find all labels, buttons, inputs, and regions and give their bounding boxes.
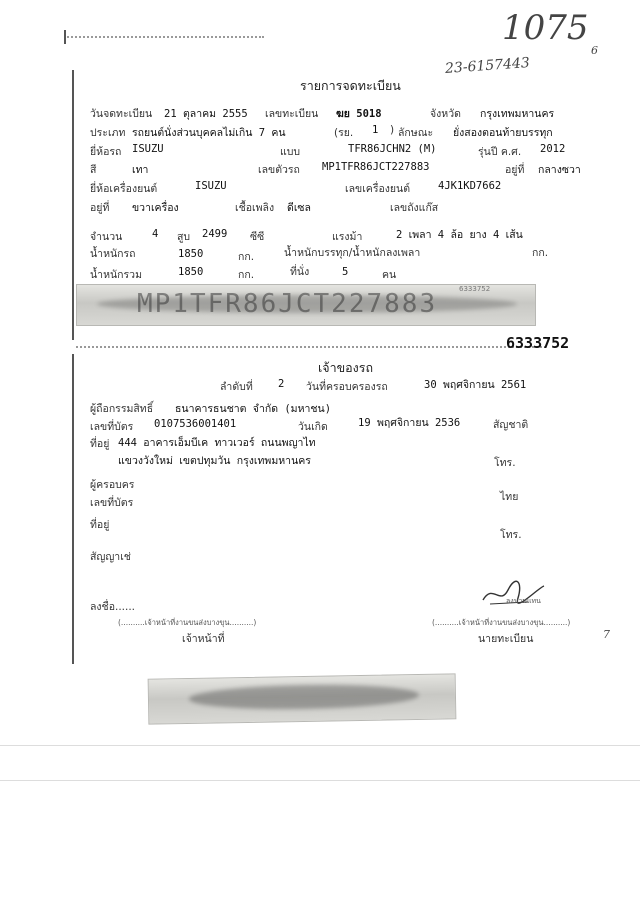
model-label: แบบ <box>280 146 301 158</box>
scan-line-1 <box>0 745 640 746</box>
possessor-id-label: เลขที่บัตร <box>90 497 134 509</box>
seat-value: 5 <box>342 266 349 278</box>
id-card-label: เลขที่บัตร <box>90 421 134 433</box>
chassis-value: MP1TFR86JCT227883 <box>322 161 430 173</box>
side-mark: 6 <box>591 44 598 57</box>
vehicle-weight-label: น้ำหนักรถ <box>90 248 136 260</box>
load-weight-label: น้ำหนักบรรทุก/น้ำหนักลงเพลา <box>284 247 421 259</box>
province-value: กรุงเทพมหานคร <box>480 108 555 120</box>
page-mark: 7 <box>603 628 610 641</box>
chassis-tape-small: 6333752 <box>459 285 491 293</box>
registrar-title: นายทะเบียน <box>478 633 534 645</box>
left-border-upper <box>72 70 74 340</box>
chassis-tape-text: MP1TFR86JCT227883 <box>137 289 438 319</box>
order-value: 2 <box>278 378 285 390</box>
scan-edge-top <box>64 30 66 44</box>
engine-location-value: ขวาเครื่อง <box>132 202 179 214</box>
engine-tape-scribble <box>189 683 419 711</box>
horsepower-label: แรงม้า <box>332 231 363 243</box>
sign-label: ลงชื่อ...... <box>90 601 136 613</box>
plate-value: ฆย 5018 <box>336 108 382 120</box>
fuel-label: เชื้อเพลิง <box>235 202 275 214</box>
left-border-lower <box>72 354 74 664</box>
registrar-sign-text: ลงนามแทน <box>506 597 541 605</box>
date-value: 21 ตุลาคม 2555 <box>164 108 248 120</box>
owner-label: ผู้ถือกรรมสิทธิ์ <box>90 403 154 415</box>
year-label: รุ่นปี ค.ศ. <box>478 146 522 158</box>
birth-date-value: 19 พฤศจิกายน 2536 <box>358 417 461 429</box>
gas-tank-label: เลขถังแก๊ส <box>390 202 439 214</box>
fuel-value: ดีเซล <box>287 202 311 214</box>
brand-label: ยี่ห้อรถ <box>90 146 122 158</box>
character-value: ยั่งสองตอนท้ายบรรทุก <box>453 127 553 139</box>
type-code-label: (รย. <box>334 127 354 139</box>
nationality-label: สัญชาติ <box>493 419 529 431</box>
handwritten-number: 1075 <box>502 8 589 48</box>
address-label: ที่อยู่ <box>90 438 110 450</box>
possessor-nationality: ไทย <box>500 491 519 503</box>
load-weight-unit: กก. <box>532 247 549 259</box>
scan-noise-top <box>64 36 264 38</box>
cylinder-label: สูบ <box>177 231 191 243</box>
total-weight-value: 1850 <box>178 266 204 278</box>
total-weight-label: น้ำหนักรวม <box>90 269 142 281</box>
plate-label: เลขทะเบียน <box>265 108 319 120</box>
possession-date-value: 30 พฤศจิกายน 2561 <box>424 379 527 391</box>
engine-brand-label: ยี่ห้อเครื่องยนต์ <box>90 183 158 195</box>
character-label: ลักษณะ <box>398 127 434 139</box>
engine-number-label: เลขเครื่องยนต์ <box>345 183 411 195</box>
color-label: สี <box>90 164 97 176</box>
phone-label: โทร. <box>494 457 516 469</box>
quantity-label: จำนวน <box>90 231 123 243</box>
officer-title: เจ้าหน้าที่ <box>182 633 225 645</box>
owner-value: ธนาคารธนชาต จำกัด (มหาชน) <box>175 403 332 415</box>
order-label: ลำดับที่ <box>220 381 253 393</box>
stamp-number: 6333752 <box>506 334 570 352</box>
year-value: 2012 <box>540 143 566 155</box>
total-weight-unit: กก. <box>238 269 255 281</box>
page-title: รายการจดทะเบียน <box>300 78 401 93</box>
type-code-value: 1 <box>372 124 379 136</box>
lease-contract-label: สัญญาเช่ <box>90 551 131 563</box>
officer-caption: (..........เจ้าหน้าที่งานขนส่งบางขุน..........) <box>118 618 257 627</box>
possession-date-label: วันที่ครอบครองรถ <box>306 381 388 393</box>
engine-number-value: 4JK1KD7662 <box>438 180 502 192</box>
owner-section-title: เจ้าของรถ <box>318 360 374 375</box>
type-value: รถยนต์นั่งส่วนบุคคลไม่เกิน 7 คน <box>132 127 286 139</box>
engine-location-label: อยู่ที่ <box>90 202 110 214</box>
id-card-value: 0107536001401 <box>154 418 237 430</box>
color-value: เทา <box>132 164 149 176</box>
chassis-label: เลขตัวรถ <box>258 164 300 176</box>
registrar-caption: (..........เจ้าหน้าที่งานขนส่งบางขุน..........) <box>432 618 571 627</box>
handwritten-ref: 23-6157443 <box>444 55 531 77</box>
possessor-address-label: ที่อยู่ <box>90 519 110 531</box>
seat-label: ที่นั่ง <box>290 266 310 278</box>
address-line-1: 444 อาคารเอ็มบีเค ทาวเวอร์ ถนนพญาไท <box>118 437 316 449</box>
quantity-value: 4 <box>152 228 159 240</box>
cc-value: 2499 <box>202 228 228 240</box>
birth-date-label: วันเกิด <box>298 421 328 433</box>
chassis-location-label: อยู่ที่ <box>505 164 525 176</box>
chassis-location-value: กลางซวา <box>538 164 581 176</box>
axle-text: 2 เพลา 4 ล้อ ยาง 4 เส้น <box>396 229 523 241</box>
date-label: วันจดทะเบียน <box>90 108 153 120</box>
vehicle-weight-value: 1850 <box>178 248 204 260</box>
possessor-label: ผู้ครอบคร <box>90 479 135 491</box>
engine-tape <box>148 673 457 724</box>
seat-unit: คน <box>382 269 397 281</box>
type-label: ประเภท <box>90 127 126 139</box>
model-value: TFR86JCHN2 (M) <box>348 143 437 155</box>
possessor-phone-label: โทร. <box>500 529 522 541</box>
chassis-tape <box>76 284 536 326</box>
engine-brand-value: ISUZU <box>195 180 227 192</box>
scan-line-2 <box>0 780 640 781</box>
address-line-2: แขวงวังใหม่ เขตปทุมวัน กรุงเทพมหานคร <box>118 455 311 467</box>
scan-noise-middle <box>76 346 546 348</box>
vehicle-weight-unit: กก. <box>238 251 255 263</box>
brand-value: ISUZU <box>132 143 164 155</box>
scribble-mark <box>97 295 517 313</box>
province-label: จังหวัด <box>430 108 461 120</box>
cc-label: ซีซี <box>250 231 265 243</box>
type-code-close: ) <box>390 124 395 136</box>
